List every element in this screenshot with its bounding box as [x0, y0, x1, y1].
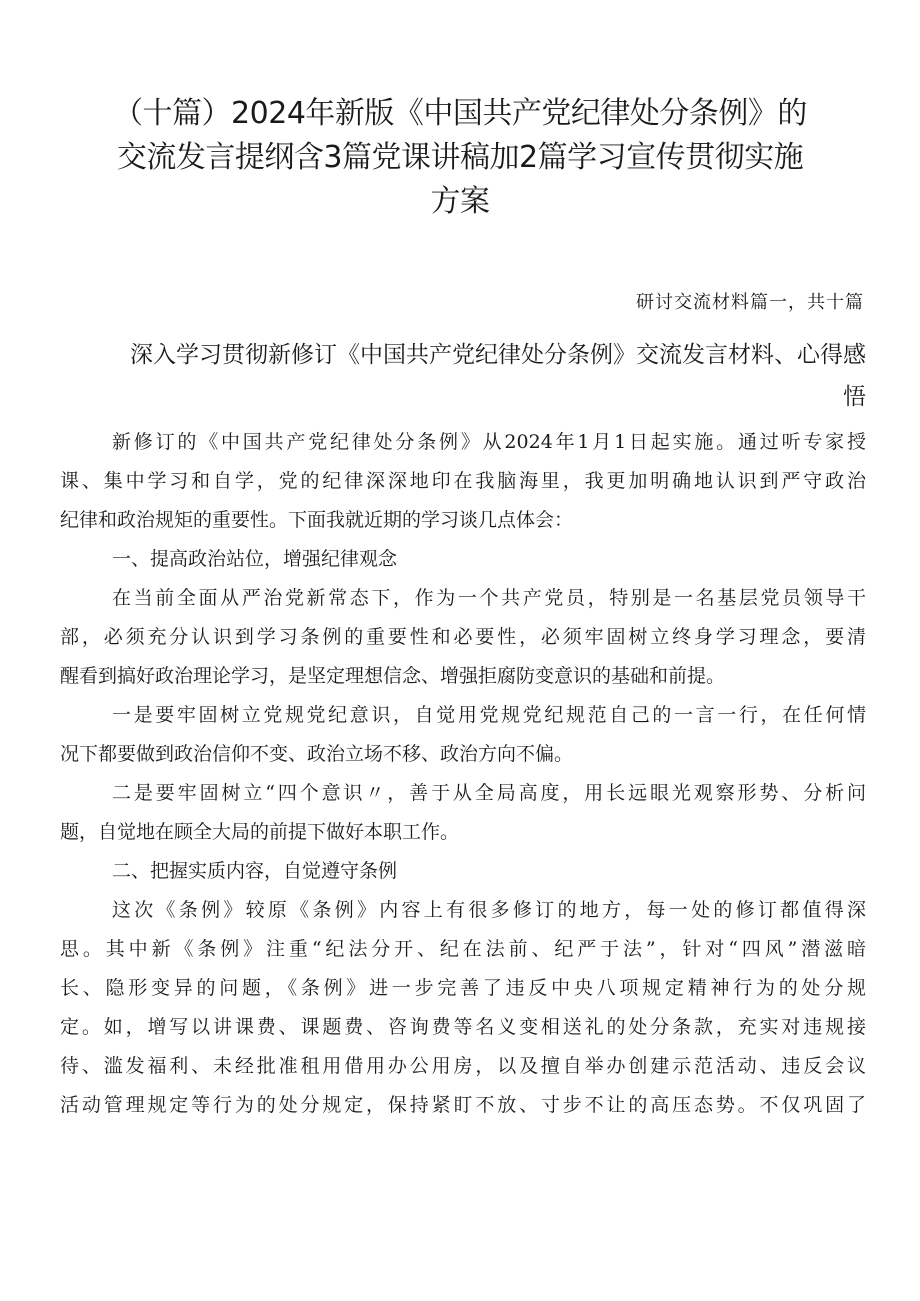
title-line: 交流发言提纲含3篇党课讲稿加2篇学习宣传贯彻实施 — [116, 140, 804, 175]
paragraph-line: 醒看到搞好政治理论学习，是坚定理想信念、增强拒腐防变意识的基础和前提。 — [60, 665, 726, 687]
paragraph-line: 况下都要做到政治信仰不变、政治立场不移、政治方向不偏。 — [60, 743, 574, 765]
paragraph-line: 这次《条例》较原《条例》内容上有很多修订的地方，每一处的修订都值得深 — [112, 899, 866, 921]
paragraph-line: 课、集中学习和自学，党的纪律深深地印在我脑海里，我更加明确地认识到严守政治 — [60, 470, 866, 492]
section-title-line: 深入学习贯彻新修订《中国共产党纪律处分条例》交流发言材料、心得感 — [130, 342, 866, 368]
paragraph-line: 待、滥发福利、未经批准租用借用办公用房，以及擅自举办创建示范活动、违反会议 — [60, 1055, 866, 1077]
title-line: （十篇）2024年新版《中国共产党纪律处分条例》的 — [113, 96, 807, 131]
paragraph-line: 纪律和政治规矩的重要性。下面我就近期的学习谈几点体会： — [60, 509, 574, 531]
paragraph-line: 长、隐形变异的问题，《条例》进一步完善了违反中央八项规定精神行为的处分规 — [60, 977, 866, 999]
title-line: 方案 — [430, 184, 490, 219]
paragraph-line: 部，必须充分认识到学习条例的重要性和必要性，必须牢固树立终身学习理念，要清 — [60, 626, 866, 648]
section-title-line: 悟 — [843, 384, 866, 410]
section-title — [70, 334, 866, 418]
paragraph-line: 活动管理规定等行为的处分规定，保持紧盯不放、寸步不让的高压态势。不仅巩固了 — [60, 1094, 866, 1116]
paragraph-line: 一是要牢固树立党规党纪意识，自觉用党规党纪规范自己的一言一行，在任何情 — [112, 704, 866, 726]
paragraph-line: 二是要牢固树立“四个意识〃，善于从全局高度，用长远眼光观察形势、分析问 — [112, 782, 866, 804]
document-title — [60, 92, 860, 224]
paragraph-line: 新修订的《中国共产党纪律处分条例》从2024年1月1日起实施。通过听专家授 — [112, 431, 866, 453]
section-heading: 一、提高政治站位，增强纪律观念 — [112, 548, 398, 570]
section-heading: 二、把握实质内容，自觉遵守条例 — [112, 860, 398, 882]
paragraph-line: 题，自觉地在顾全大局的前提下做好本职工作。 — [60, 821, 460, 843]
paragraph-line: 在当前全面从严治党新常态下，作为一个共产党员，特别是一名基层党员领导干 — [112, 587, 866, 609]
document-body — [60, 423, 866, 1125]
category-label: 研讨交流材料篇一，共十篇 — [636, 292, 864, 313]
paragraph-line: 定。如，增写以讲课费、课题费、咨询费等名义变相送礼的处分条款，充实对违规接 — [60, 1016, 866, 1038]
paragraph-line: 思。其中新《条例》注重“纪法分开、纪在法前、纪严于法”，针对“四风”潜滋暗 — [60, 938, 866, 960]
